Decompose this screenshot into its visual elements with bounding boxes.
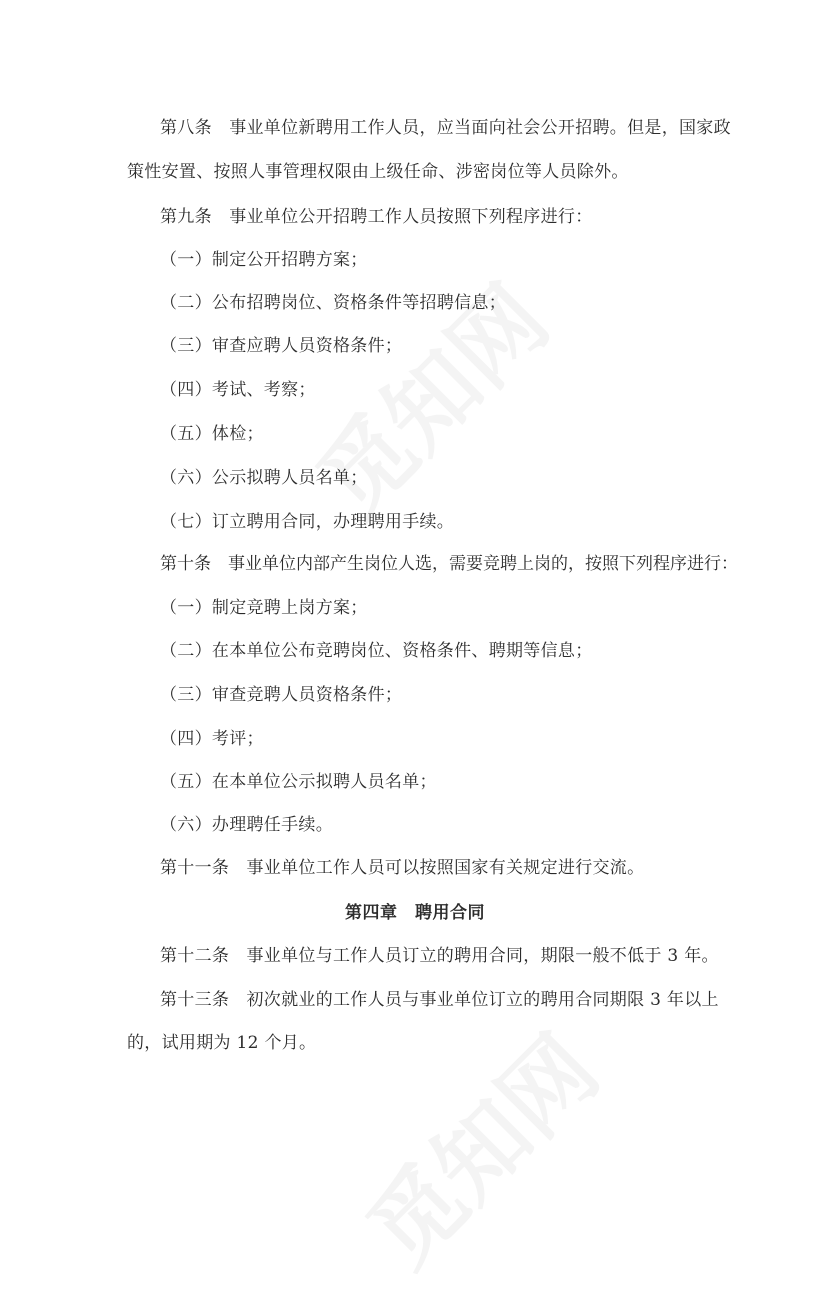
article-9-item-5: （五）体检； [160, 424, 264, 444]
article-10-item-5: （五）在本单位公示拟聘人员名单； [160, 772, 437, 792]
article-9-item-7: （七）订立聘用合同，办理聘用手续。 [160, 512, 455, 532]
article-10-item-2: （二）在本单位公布竞聘岗位、资格条件、聘期等信息； [160, 641, 593, 661]
article-10-intro: 第十条 事业单位内部产生岗位人选，需要竞聘上岗的，按照下列程序进行： [160, 554, 738, 574]
article-9-item-1: （一）制定公开招聘方案； [160, 250, 368, 270]
article-9-item-4: （四）考试、考察； [160, 380, 316, 400]
article-8-line-1: 第八条 事业单位新聘用工作人员，应当面向社会公开招聘。但是，国家政 [160, 118, 731, 138]
article-10-item-6: （六）办理聘任手续。 [160, 815, 333, 835]
watermark-lower [334, 1002, 623, 1290]
article-11: 第十一条 事业单位工作人员可以按照国家有关规定进行交流。 [160, 858, 645, 878]
article-13-line-2: 的，试用期为 12 个月。 [127, 1033, 317, 1053]
article-10-item-3: （三）审查竞聘人员资格条件； [160, 685, 403, 705]
article-12: 第十二条 事业单位与工作人员订立的聘用合同，期限一般不低于 3 年。 [160, 946, 719, 966]
article-9-intro: 第九条 事业单位公开招聘工作人员按照下列程序进行： [160, 207, 593, 227]
article-9-item-3: （三）审查应聘人员资格条件； [160, 336, 403, 356]
article-9-item-2: （二）公布招聘岗位、资格条件等招聘信息； [160, 293, 506, 313]
article-9-item-6: （六）公示拟聘人员名单； [160, 468, 368, 488]
article-13-line-1: 第十三条 初次就业的工作人员与事业单位订立的聘用合同期限 3 年以上 [160, 990, 719, 1010]
chapter-4-heading: 第四章 聘用合同 [345, 903, 485, 923]
article-8-line-2: 策性安置、按照人事管理权限由上级任命、涉密岗位等人员除外。 [127, 162, 629, 182]
article-10-item-1: （一）制定竞聘上岗方案； [160, 598, 368, 618]
article-10-item-4: （四）考评； [160, 729, 264, 749]
